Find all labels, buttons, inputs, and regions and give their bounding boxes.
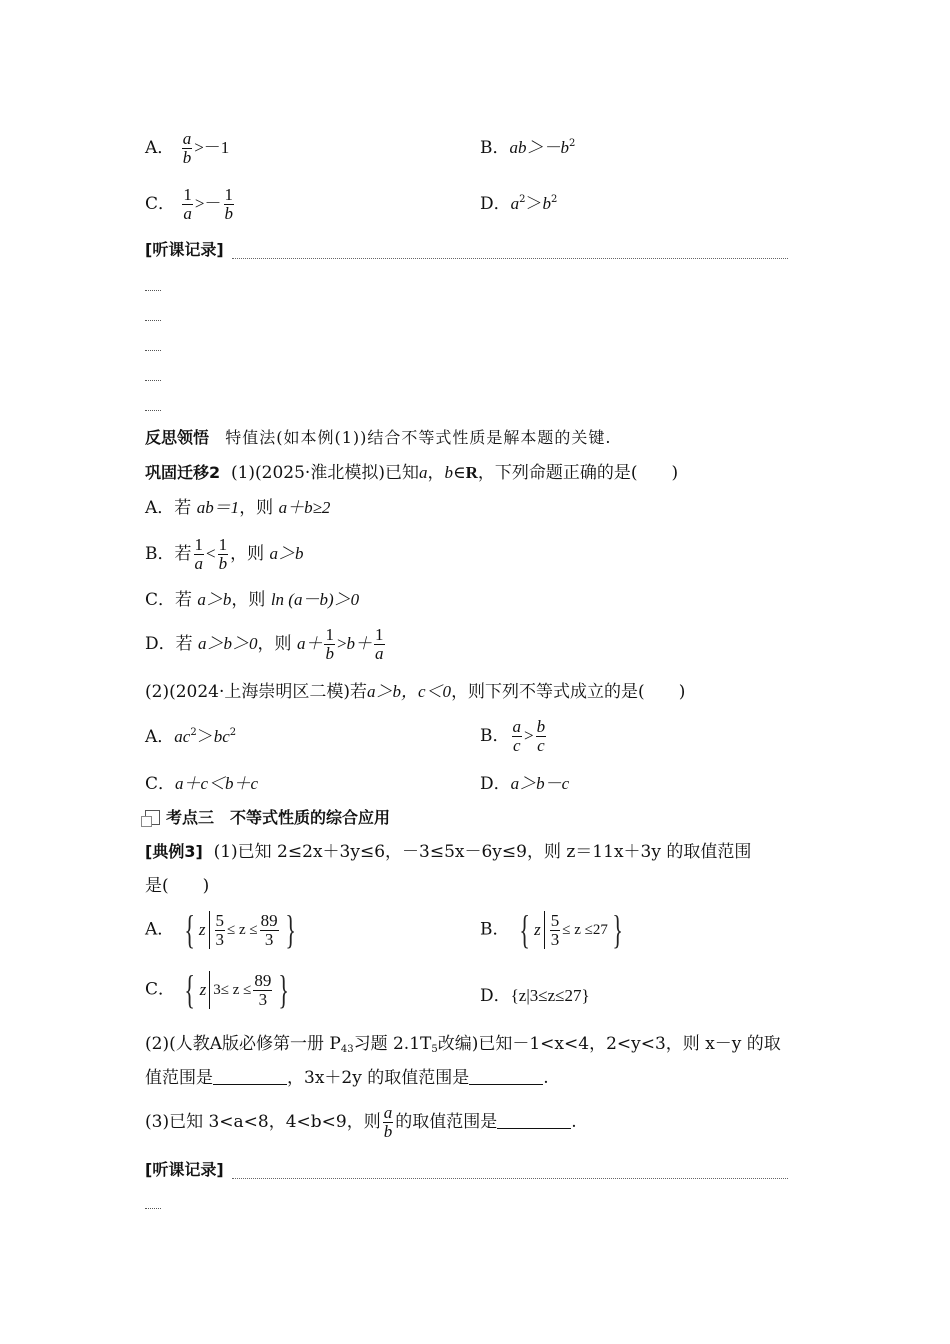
notes-label: [听课记录]	[145, 1160, 224, 1179]
example3-option-c: C． { z 3≤ z ≤ $\frac{89}{3}$ }	[145, 967, 290, 1012]
section-title: 考点三 不等式性质的综合应用	[145, 806, 390, 830]
practice-option-d: D．若 a＞b＞0，则 a＋ $\frac{1}{b}$ >b＋ $\frac{1}{a}$	[145, 625, 384, 663]
q1-option-a: A． $\frac{a}{b}$ >－1	[145, 129, 230, 167]
q2-stem: (2)(2024·上海崇明区二模)若a＞b，c＜0，则下列不等式成立的是( )	[145, 682, 686, 702]
notes-dots	[145, 290, 161, 291]
q2-option-b: B． $\frac{a}{c}$ > $\frac{b}{c}$	[480, 717, 546, 755]
notes-line	[232, 1178, 788, 1179]
q2-option-d: D．a＞b－c	[480, 774, 570, 794]
notes-dots	[145, 380, 161, 381]
q2-option-a: A．$ac^2>bc^2$	[145, 727, 237, 747]
notes-dots	[145, 320, 161, 321]
answer-blank[interactable]	[497, 1112, 571, 1129]
q1-option-c: C． $\frac{1}{a}$ >－ $\frac{1}{b}$	[145, 185, 234, 223]
practice-option-c: C．若 a＞b，则 ln (a－b)＞0	[145, 590, 360, 610]
example3-option-a: A． { z $\frac{5}{3}$ ≤ z ≤ $\frac{89}{3}$ }	[145, 907, 296, 952]
example3-option-d: D．{z|3≤z≤27}	[480, 986, 590, 1006]
reflection: 反思领悟 特值法(如本例(1))结合不等式性质是解本题的关键.	[145, 428, 612, 447]
q1-option-b: B．$ab>-b^2$	[480, 138, 576, 158]
notes-dots	[145, 410, 161, 411]
practice-option-a: A．若 ab＝1，则 a＋b≥2	[145, 498, 331, 518]
example3-part2-line1: (2)(人教A版必修第一册 $P_{43}$习题 $2.1T_5$改编)已知－1<x<4，2<y<3，则 x－y 的取	[145, 1034, 781, 1055]
example3-part2-line2: 值范围是 ，3x＋2y 的取值范围是 .	[145, 1068, 549, 1088]
section-icon	[145, 810, 160, 825]
answer-blank[interactable]	[213, 1068, 287, 1085]
q1-option-d: D．$a^2>b^2$	[480, 194, 558, 214]
practice-stem: 巩固迁移2 (1)(2025·淮北模拟)已知a，b∈R，下列命题正确的是( )	[145, 463, 679, 483]
example3-option-b: B． { z $\frac{5}{3}$ ≤ z ≤27 }	[480, 907, 623, 952]
example3-part3: (3)已知 3<a<8，4<b<9，则 $\frac{a}{b}$ 的取值范围是 .	[145, 1103, 577, 1141]
answer-blank[interactable]	[469, 1068, 543, 1085]
example3-line2: 是( )	[145, 876, 210, 896]
notes-dots	[145, 1208, 161, 1209]
notes-line	[232, 258, 788, 259]
reflection-title: 反思领悟	[145, 428, 210, 447]
notes-dots	[145, 350, 161, 351]
notes-label: [听课记录]	[145, 240, 224, 259]
practice-option-b: B．若 $\frac{1}{a}$ < $\frac{1}{b}$ ，则 a＞b	[145, 535, 304, 573]
q2-option-c: C．a＋c＜b＋c	[145, 774, 259, 794]
example3-line1: [典例3] (1)已知 2≤2x＋3y≤6，－3≤5x－6y≤9，则 z＝11x＋3y 的取值范围	[145, 842, 752, 862]
